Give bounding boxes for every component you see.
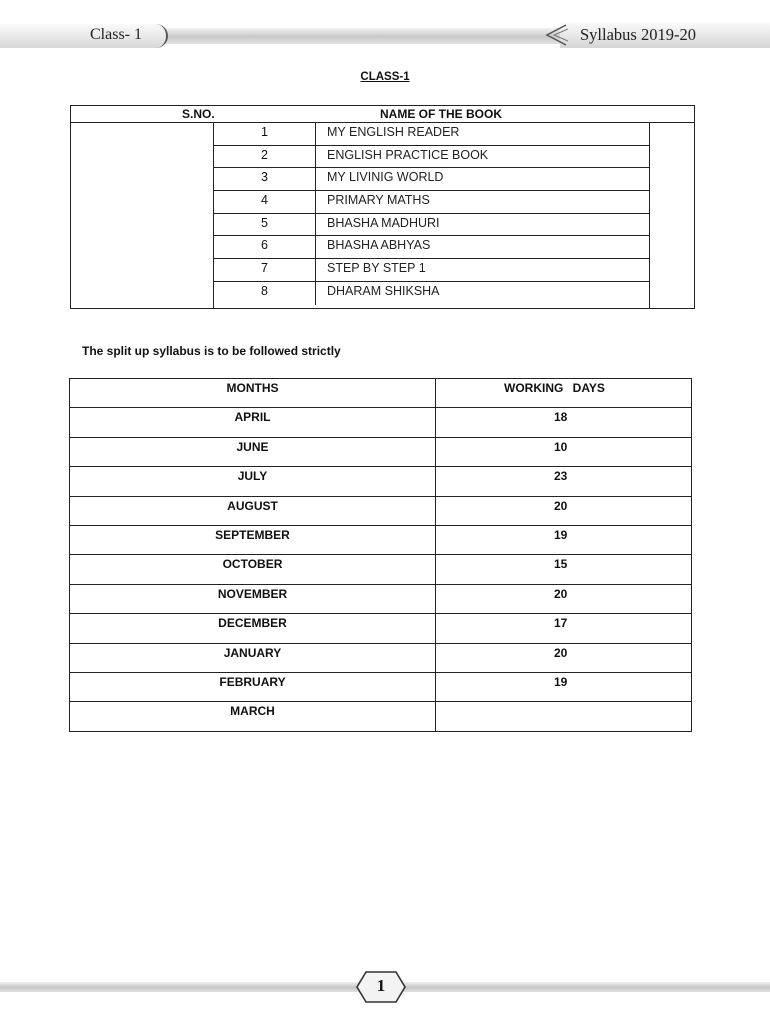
books-table-header xyxy=(71,106,694,123)
table-row xyxy=(70,672,692,701)
table-row xyxy=(213,168,650,191)
days-cell xyxy=(436,702,692,731)
table-row xyxy=(213,236,650,259)
class-label: Class- 1 xyxy=(90,26,142,43)
table-row xyxy=(70,496,692,525)
days-cell: 19 xyxy=(436,525,692,554)
table-row xyxy=(70,525,692,554)
table-row xyxy=(70,467,692,496)
days-cell: 19 xyxy=(436,672,692,701)
days-cell: 20 xyxy=(436,584,692,613)
header-left-tab xyxy=(0,24,168,48)
table-row xyxy=(70,702,692,731)
table-row xyxy=(70,408,692,437)
month-cell: FEBRUARY xyxy=(70,672,436,701)
book-name: MY ENGLISH READER xyxy=(316,123,650,145)
month-cell: AUGUST xyxy=(70,496,436,525)
book-name: BHASHA MADHURI xyxy=(316,214,650,236)
days-cell: 10 xyxy=(436,437,692,466)
syllabus-label: Syllabus 2019-20 xyxy=(580,25,696,44)
book-name-column-header: NAME OF THE BOOK xyxy=(380,107,502,121)
days-cell: 23 xyxy=(436,467,692,496)
month-cell: JUNE xyxy=(70,437,436,466)
book-number: 8 xyxy=(213,282,316,305)
days-cell: 20 xyxy=(436,496,692,525)
table-row xyxy=(213,214,650,237)
book-number: 3 xyxy=(213,168,316,190)
book-name: STEP BY STEP 1 xyxy=(316,259,650,281)
month-cell: OCTOBER xyxy=(70,555,436,584)
book-name: MY LIVINIG WORLD xyxy=(316,168,650,190)
months-table xyxy=(69,378,692,732)
table-row xyxy=(213,123,650,146)
books-table xyxy=(70,105,695,309)
book-name: BHASHA ABHYAS xyxy=(316,236,650,258)
page-title: CLASS-1 xyxy=(360,71,410,83)
days-cell: 20 xyxy=(436,643,692,672)
table-row xyxy=(70,555,692,584)
table-row xyxy=(213,282,650,305)
book-number: 2 xyxy=(213,146,316,168)
syllabus-note: The split up syllabus is to be followed strictly xyxy=(82,344,341,358)
table-row xyxy=(213,259,650,282)
book-name: PRIMARY MATHS xyxy=(316,191,650,213)
table-row xyxy=(70,643,692,672)
month-cell: NOVEMBER xyxy=(70,584,436,613)
days-cell: 17 xyxy=(436,614,692,643)
month-cell: SEPTEMBER xyxy=(70,525,436,554)
books-table-body xyxy=(213,123,650,305)
months-table-header xyxy=(70,379,692,408)
book-name: DHARAM SHIKSHA xyxy=(316,282,650,305)
header-chevron-icon xyxy=(544,22,568,48)
page-number: 1 xyxy=(376,976,386,995)
sno-column-header: S.NO. xyxy=(182,107,215,121)
table-row xyxy=(70,584,692,613)
days-cell: 18 xyxy=(436,408,692,437)
working-days-column-header: WORKING DAYS xyxy=(436,379,692,408)
month-cell: JULY xyxy=(70,467,436,496)
book-name: ENGLISH PRACTICE BOOK xyxy=(316,146,650,168)
months-column-header: MONTHS xyxy=(70,379,436,408)
table-row xyxy=(70,614,692,643)
book-number: 5 xyxy=(213,214,316,236)
month-cell: JANUARY xyxy=(70,643,436,672)
book-number: 4 xyxy=(213,191,316,213)
book-number: 6 xyxy=(213,236,316,258)
book-number: 7 xyxy=(213,259,316,281)
table-row xyxy=(70,437,692,466)
table-row xyxy=(213,191,650,214)
month-cell: APRIL xyxy=(70,408,436,437)
month-cell: DECEMBER xyxy=(70,614,436,643)
month-cell: MARCH xyxy=(70,702,436,731)
days-cell: 15 xyxy=(436,555,692,584)
table-row xyxy=(213,146,650,169)
book-number: 1 xyxy=(213,123,316,145)
